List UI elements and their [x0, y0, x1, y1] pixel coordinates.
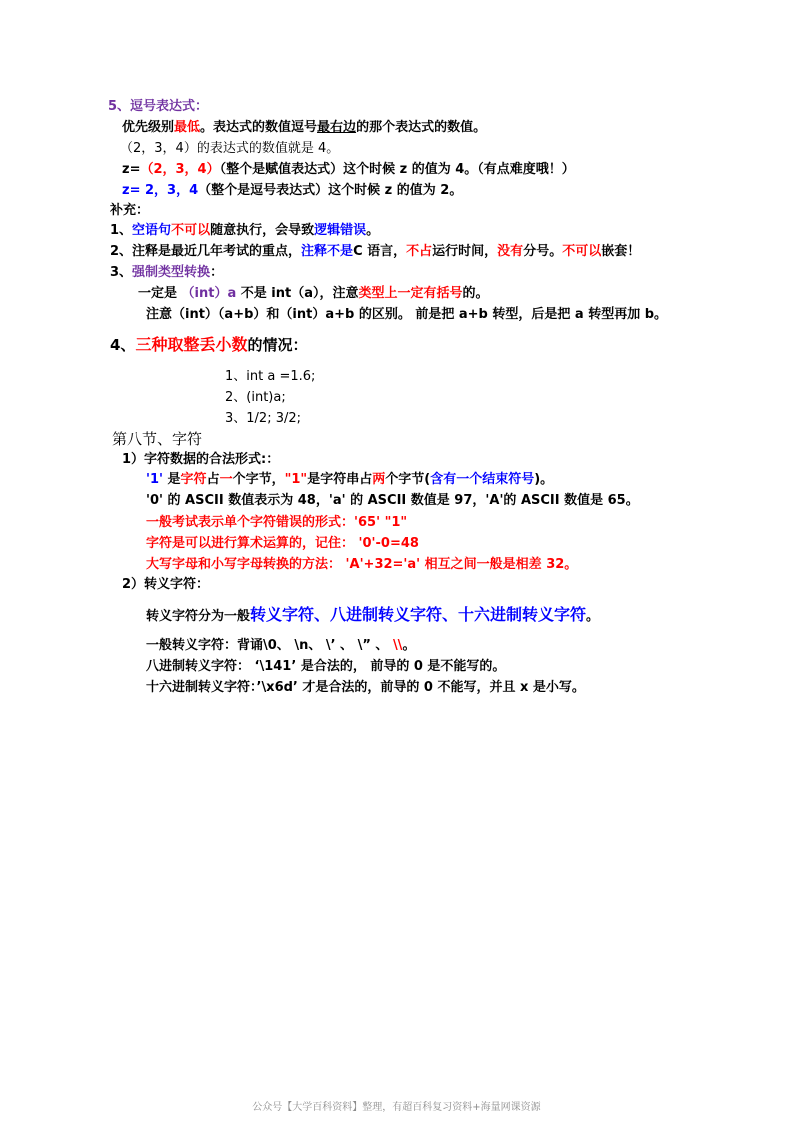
sec8-sub1-line-1: '1' 是字符占一个字节，"1"是字符串占两个字节(含有一个结束符号)。	[146, 472, 554, 487]
supplement-item-1: 1、空语句不可以随意执行，会导致逻辑错误。	[110, 223, 380, 238]
sec8-sub2-line-4: 十六进制转义字符：’\x6d’ 才是合法的，前导的 0 不能写，并且 x 是小写。	[146, 680, 585, 695]
supplement-item-3b: 注意（int）（a+b）和（int）a+b 的区别。 前是把 a+b 转型，后是把 a 转型再加 b。	[146, 307, 668, 322]
page-footer: 公众号【大学百科资料】整理，有超百科复习资料+海量网课资源	[252, 1102, 541, 1113]
sec8-sub2-label: 2）转义字符：	[122, 577, 210, 592]
sec4-line-1: 1、int a =1.6;	[225, 369, 316, 384]
section-4-title: 4、三种取整丢小数的情况：	[110, 335, 308, 354]
sec8-sub2-line-2: 一般转义字符：背诵\0、 \n、 \’ 、 \” 、 \\。	[146, 638, 416, 653]
supplement-item-3a: 一定是 （int）a 不是 int（a），注意类型上一定有括号的。	[138, 286, 489, 301]
sec8-sub1-line-4: 字符是可以进行算术运算的，记住： '0'-0=48	[146, 536, 419, 551]
sec8-sub1-line-3: 一般考试表示单个字符错误的形式：'65' "1"	[146, 515, 408, 530]
section-8-title: 第八节、字符	[112, 430, 203, 448]
sec8-sub2-line-3: 八进制转义字符： ‘\141’ 是合法的， 前导的 0 是不能写的。	[146, 659, 506, 674]
sec5-line-4: z= 2，3，4（整个是逗号表达式）这个时候 z 的值为 2。	[122, 183, 463, 198]
section-5-title: 5、逗号表达式：	[108, 99, 209, 114]
sec5-line-3: z=（2，3，4）（整个是赋值表达式）这个时候 z 的值为 4。（有点难度哦！）	[122, 162, 575, 177]
sec5-line-2: （2，3，4）的表达式的数值就是 4。	[120, 141, 340, 156]
sec8-sub2-line-1: 转义字符分为一般转义字符、八进制转义字符、十六进制转义字符。	[146, 605, 600, 624]
supplement-item-2: 2、注释是最近几年考试的重点，注释不是C 语言，不占运行时间，没有分号。不可以嵌套！	[110, 244, 641, 259]
sec4-line-3: 3、1/2; 3/2;	[225, 411, 302, 426]
sec5-line-1: 优先级别最低。表达式的数值逗号最右边的那个表达式的数值。	[122, 120, 487, 135]
sec4-line-2: 2、(int)a;	[225, 390, 286, 405]
supplement-item-3: 3、强制类型转换：	[110, 265, 224, 280]
sec8-sub1-label: 1）字符数据的合法形式:：	[122, 452, 280, 467]
sec8-sub1-line-2: '0' 的 ASCII 数值表示为 48，'a' 的 ASCII 数值是 97，'A'的 ASCII 数值是 65。	[146, 493, 639, 508]
sec8-sub1-line-5: 大写字母和小写字母转换的方法： 'A'+32='a' 相互之间一般是相差 32。	[146, 557, 578, 572]
supplement-label: 补充：	[110, 203, 150, 218]
